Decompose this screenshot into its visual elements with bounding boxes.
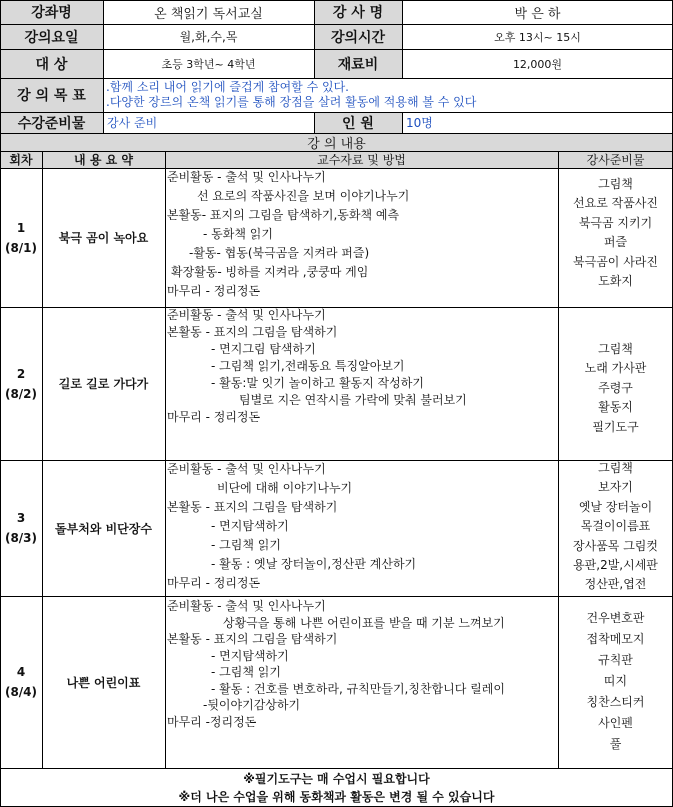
- col-divider: [402, 0, 403, 78]
- method-line: 준비활동 - 출석 및 인사나누기: [167, 599, 326, 613]
- method-line: - 면지탐색하기: [211, 519, 289, 533]
- method-line: 준비활동 - 출석 및 인사나누기: [167, 170, 326, 184]
- row-divider: [0, 151, 673, 152]
- prep-item: 띠지: [603, 674, 628, 688]
- prep-item: 건우변호판: [586, 611, 645, 625]
- method-line: -활동- 협동(북극곰을 지켜라 퍼즐): [189, 246, 370, 260]
- session-prep: [558, 459, 673, 595]
- method-line: - 동화책 읽기: [203, 227, 273, 241]
- session-methods: [167, 168, 557, 307]
- footer-note: ※필기도구는 매 수업시 필요합니다: [243, 772, 430, 786]
- materials-label: 수강준비물: [0, 112, 103, 133]
- prep-item: 용판,2발,시세판: [573, 558, 658, 573]
- prep-item: 보자기: [598, 480, 633, 495]
- prep-item: 목걸이이름표: [580, 519, 651, 534]
- prep-item: 노래 가사판: [584, 361, 647, 376]
- prep-item: 사인펜: [598, 716, 633, 730]
- method-line: 준비활동 - 출석 및 인사나누기: [167, 308, 326, 322]
- col-header-session: 회차: [0, 151, 42, 168]
- row-divider: [0, 168, 673, 169]
- method-line: 마무리 - 정리정돈: [167, 284, 261, 298]
- session-number-cell: [0, 460, 42, 596]
- method-line: 본활동 - 표지의 그림을 탐색하기: [167, 325, 338, 339]
- method-line: - 그림책 읽기: [211, 538, 281, 552]
- goal-item: .다양한 장르의 온책 읽기를 통해 장점을 살려 활동에 적용해 볼 수 있다: [106, 95, 477, 109]
- session-summary: 돌부처와 비단장수: [55, 521, 152, 536]
- method-line: 마무리 - 정리정돈: [167, 410, 261, 424]
- method-line: 본활동 - 표지의 그림을 탐색하기: [167, 500, 338, 514]
- session-number: 1: [16, 220, 26, 235]
- goal-label: 강 의 목 표: [0, 78, 103, 112]
- row-divider: [0, 24, 673, 25]
- session-summary: 북극 곰이 녹아요: [58, 231, 149, 245]
- method-line: 마무리 - 정리정돈: [167, 576, 261, 590]
- prep-item: 규칙판: [598, 653, 633, 667]
- session-number: 3: [16, 511, 26, 525]
- target-label: 대 상: [0, 49, 103, 78]
- session-number: 2: [16, 366, 26, 381]
- session-number-cell: [0, 307, 42, 460]
- col-divider: [165, 151, 166, 768]
- session-prep: [558, 175, 673, 291]
- prep-item: 옛날 장터놀이: [578, 499, 653, 514]
- session-number-cell: [0, 596, 42, 768]
- row-divider: [0, 307, 673, 308]
- course-name-value: 온 책읽기 독서교실: [154, 6, 263, 22]
- session-methods: [167, 460, 557, 596]
- col-divider: [42, 151, 43, 768]
- prep-item: 도화지: [598, 274, 633, 289]
- prep-item: 북극곰이 사라진: [573, 254, 658, 269]
- method-line: 비단에 대해 이야기나누기: [217, 481, 353, 495]
- days-value: 월,화,수,목: [179, 30, 238, 44]
- session-methods: [167, 307, 557, 460]
- session-date: (8/2): [4, 386, 38, 401]
- method-line: - 그림책 읽기: [211, 665, 281, 679]
- row-divider: [0, 460, 673, 461]
- prep-item: 그림책: [598, 461, 633, 475]
- method-line: 준비활동 - 출석 및 인사나누기: [167, 462, 326, 476]
- capacity-value: 10명: [406, 116, 433, 130]
- row-divider: [0, 768, 673, 769]
- row-divider: [0, 49, 673, 50]
- days-label: 강의요일: [0, 24, 103, 49]
- col-header-summary: 내 용 요 약: [42, 151, 165, 168]
- method-line: 본활동- 표지의 그림을 탐색하기,동화책 예측: [167, 208, 400, 222]
- method-line: - 활동 : 옛날 장터놀이,정산판 계산하기: [211, 557, 417, 571]
- session-number-cell: [0, 168, 42, 307]
- prep-item: 선요로 작품사진: [573, 196, 658, 211]
- prep-item: 접착메모지: [586, 632, 645, 646]
- course-name-label: 강좌명: [0, 0, 103, 24]
- session-prep: [558, 340, 673, 437]
- goal-list: [103, 78, 673, 112]
- prep-item: 주령구: [598, 380, 633, 395]
- method-line: - 활동:말 잇기 놀이하고 활동지 작성하기: [211, 376, 424, 390]
- instructor-label: 강 사 명: [314, 0, 402, 24]
- session-date: (8/3): [4, 531, 38, 545]
- prep-item: 활동지: [598, 400, 633, 415]
- row-divider: [0, 78, 673, 79]
- table-border: [0, 0, 673, 1]
- prep-item: 칭찬스티커: [586, 695, 645, 709]
- prep-item: 그림책: [598, 342, 633, 356]
- prep-item: 장사품목 그림컷: [573, 538, 658, 553]
- method-line: - 그림책 읽기,전래동요 특징알아보기: [211, 359, 405, 373]
- prep-item: 정산판,엽전: [584, 577, 647, 592]
- session-summary: 나쁜 어린이표: [66, 675, 141, 690]
- col-header-prep: 강사준비물: [558, 151, 673, 168]
- goal-item: .함께 소리 내어 읽기에 즐겁게 참여할 수 있다.: [106, 80, 349, 94]
- time-label: 강의시간: [314, 24, 402, 49]
- capacity-label: 인 원: [314, 112, 402, 133]
- session-number: 4: [16, 665, 26, 679]
- footer-note: ※더 나은 수업을 위해 동화책과 활동은 변경 될 수 있습니다: [178, 790, 495, 804]
- method-line: - 활동 : 건호를 변호하라, 규칙만들기,칭찬합니다 릴레이: [211, 681, 505, 696]
- method-line: - 면지그림 탐색하기: [211, 342, 316, 356]
- session-date: (8/1): [4, 240, 38, 255]
- session-prep: [558, 608, 673, 755]
- prep-item: 풀: [609, 737, 622, 751]
- method-line: -뒷이야기감상하기: [203, 698, 301, 712]
- instructor-value: 박 은 하: [514, 6, 561, 22]
- row-divider: [0, 112, 673, 113]
- col-header-methods: 교수자료 및 방법: [165, 151, 558, 168]
- col-divider: [402, 112, 403, 133]
- fee-value: 12,000원: [512, 57, 563, 71]
- session-methods: [167, 598, 557, 768]
- time-value: 오후 13시~ 15시: [494, 30, 581, 44]
- session-date: (8/4): [4, 685, 38, 699]
- row-divider: [0, 596, 673, 597]
- table-border: [0, 0, 1, 807]
- row-divider: [0, 133, 673, 134]
- method-line: 본활동 - 표지의 그림을 탐색하기: [167, 632, 338, 646]
- col-divider: [103, 0, 104, 133]
- method-line: 상황극을 통해 나쁜 어린이표를 받을 때 기분 느껴보기: [223, 615, 505, 630]
- col-divider: [314, 112, 315, 133]
- prep-item: 그림책: [598, 177, 633, 191]
- col-divider: [314, 0, 315, 78]
- method-line: 팀별로 지은 연작시를 가락에 맞춰 불러보기: [239, 393, 467, 407]
- method-line: - 면지탐색하기: [211, 648, 289, 663]
- fee-label: 재료비: [314, 49, 402, 78]
- method-line: 마무리 -정리정돈: [167, 714, 257, 729]
- materials-value: 강사 준비: [107, 116, 158, 130]
- col-divider: [558, 151, 559, 768]
- prep-item: 필기도구: [592, 419, 639, 434]
- content-title: 강 의 내용: [0, 133, 673, 151]
- prep-item: 북극곰 지키기: [578, 215, 653, 230]
- method-line: 선 요로의 작품사진을 보며 이야기나누기: [197, 189, 410, 203]
- method-line: 확장활동- 빙하를 지켜라 ,쿵쿵따 게임: [171, 265, 369, 279]
- target-value: 초등 3학년~ 4학년: [161, 57, 256, 71]
- session-summary: 길로 길로 가다가: [58, 377, 149, 391]
- prep-item: 퍼즐: [603, 235, 628, 250]
